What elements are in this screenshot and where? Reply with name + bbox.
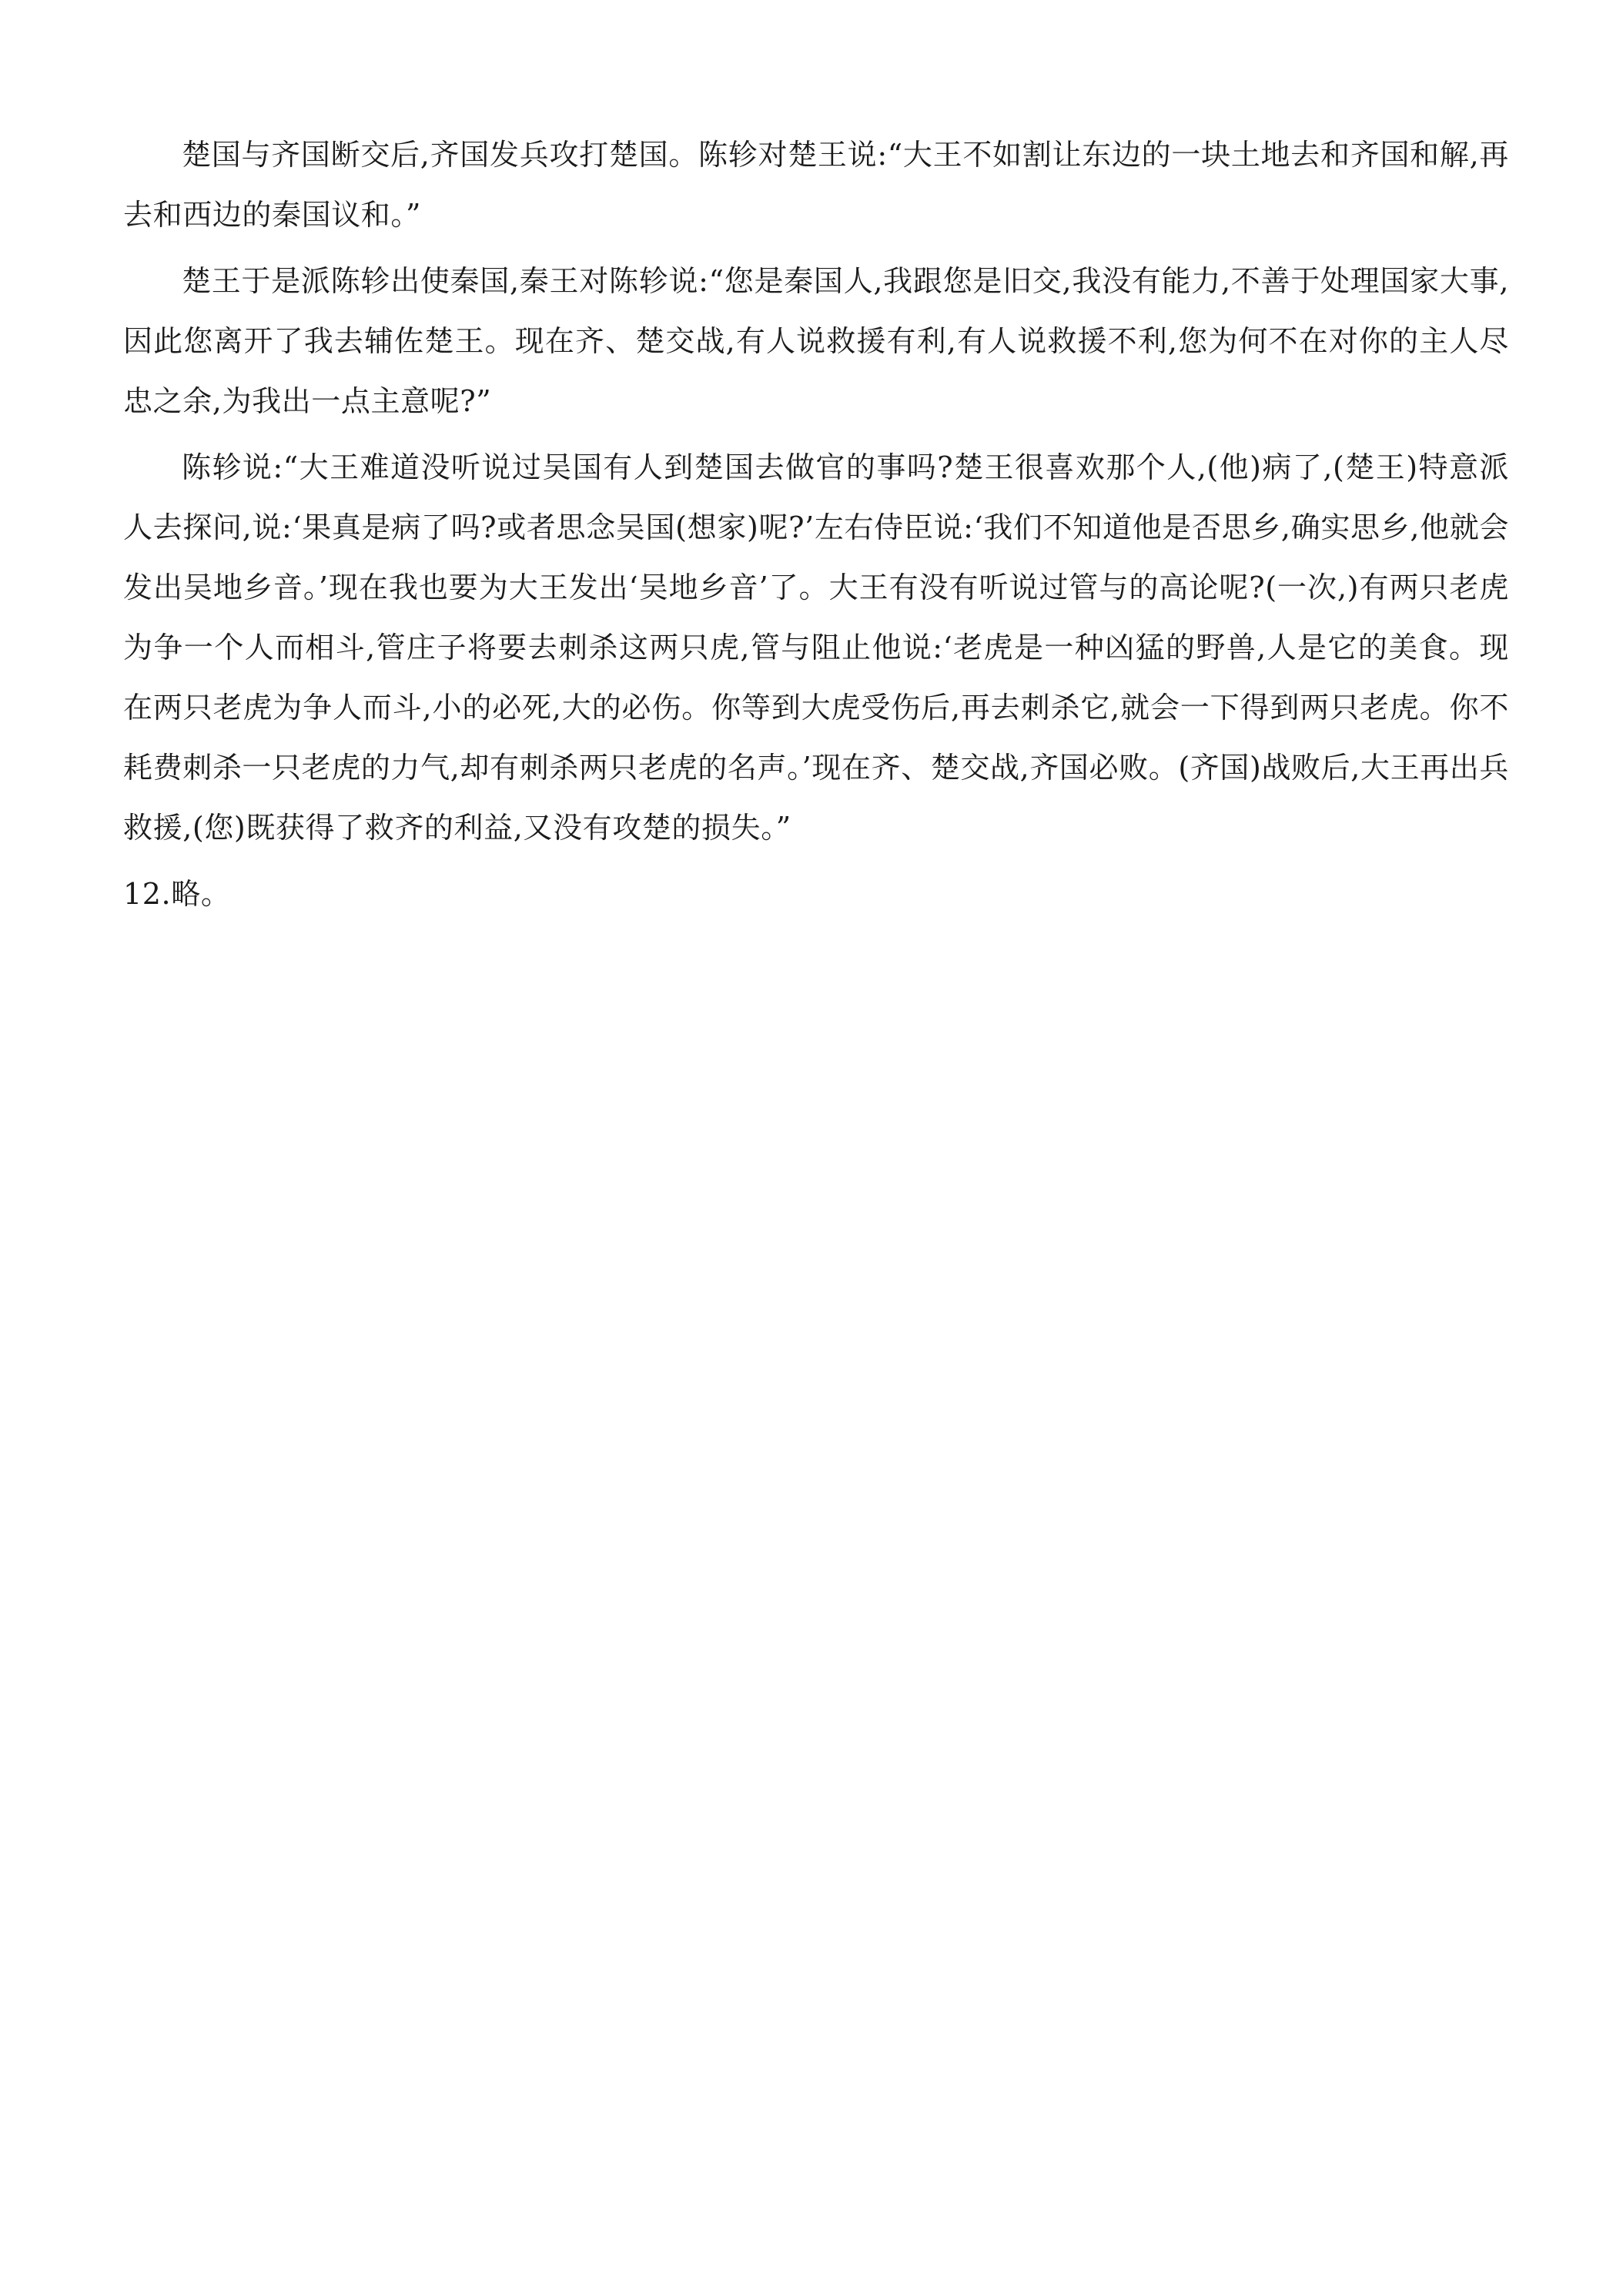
document-body (123, 125, 1509, 924)
paragraph-1: 楚国与齐国断交后,齐国发兵攻打楚国。陈轸对楚王说:“大王不如割让东边的一块土地去和齐国和解,再去和西边的秦国议和。” (123, 138, 1509, 232)
paragraph-3: 陈轸说:“大王难道没听说过吴国有人到楚国去做官的事吗?楚王很喜欢那个人,(他)病了,(楚王)特意派人去探问,说:‘果真是病了吗?或者思念吴国(想家)呢?’左右侍臣说:‘我们不知道他是否思乡,确实思乡,他就会发出吴地乡音。’现在我也要为大王发出‘吴地乡音’了。大王有没有听说过管与的高论呢?(一次,)有两只老虎为争一个人而相斗,管庄子将要去刺杀这两只虎,管与阻止他说:‘老虎是一种凶猛的野兽,人是它的美食。现在两只老虎为争人而斗,小的必死,大的必伤。你等到大虎受伤后,再去刺杀它,就会一下得到两只老虎。你不耗费刺杀一只老虎的力气,却有刺杀两只老虎的名声。’现在齐、楚交战,齐国必败。(齐国)战败后,大王再出兵救援,(您)既获得了救齐的利益,又没有攻楚的损失。” (123, 450, 1509, 845)
answer-item-12: 12.略。 (123, 877, 231, 911)
paragraph-2: 楚王于是派陈轸出使秦国,秦王对陈轸说:“您是秦国人,我跟您是旧交,我没有能力,不善于处理国家大事,因此您离开了我去辅佐楚王。现在齐、楚交战,有人说救援有利,有人说救援不利,您为何不在对你的主人尽忠之余,为我出一点主意呢?” (123, 264, 1509, 418)
